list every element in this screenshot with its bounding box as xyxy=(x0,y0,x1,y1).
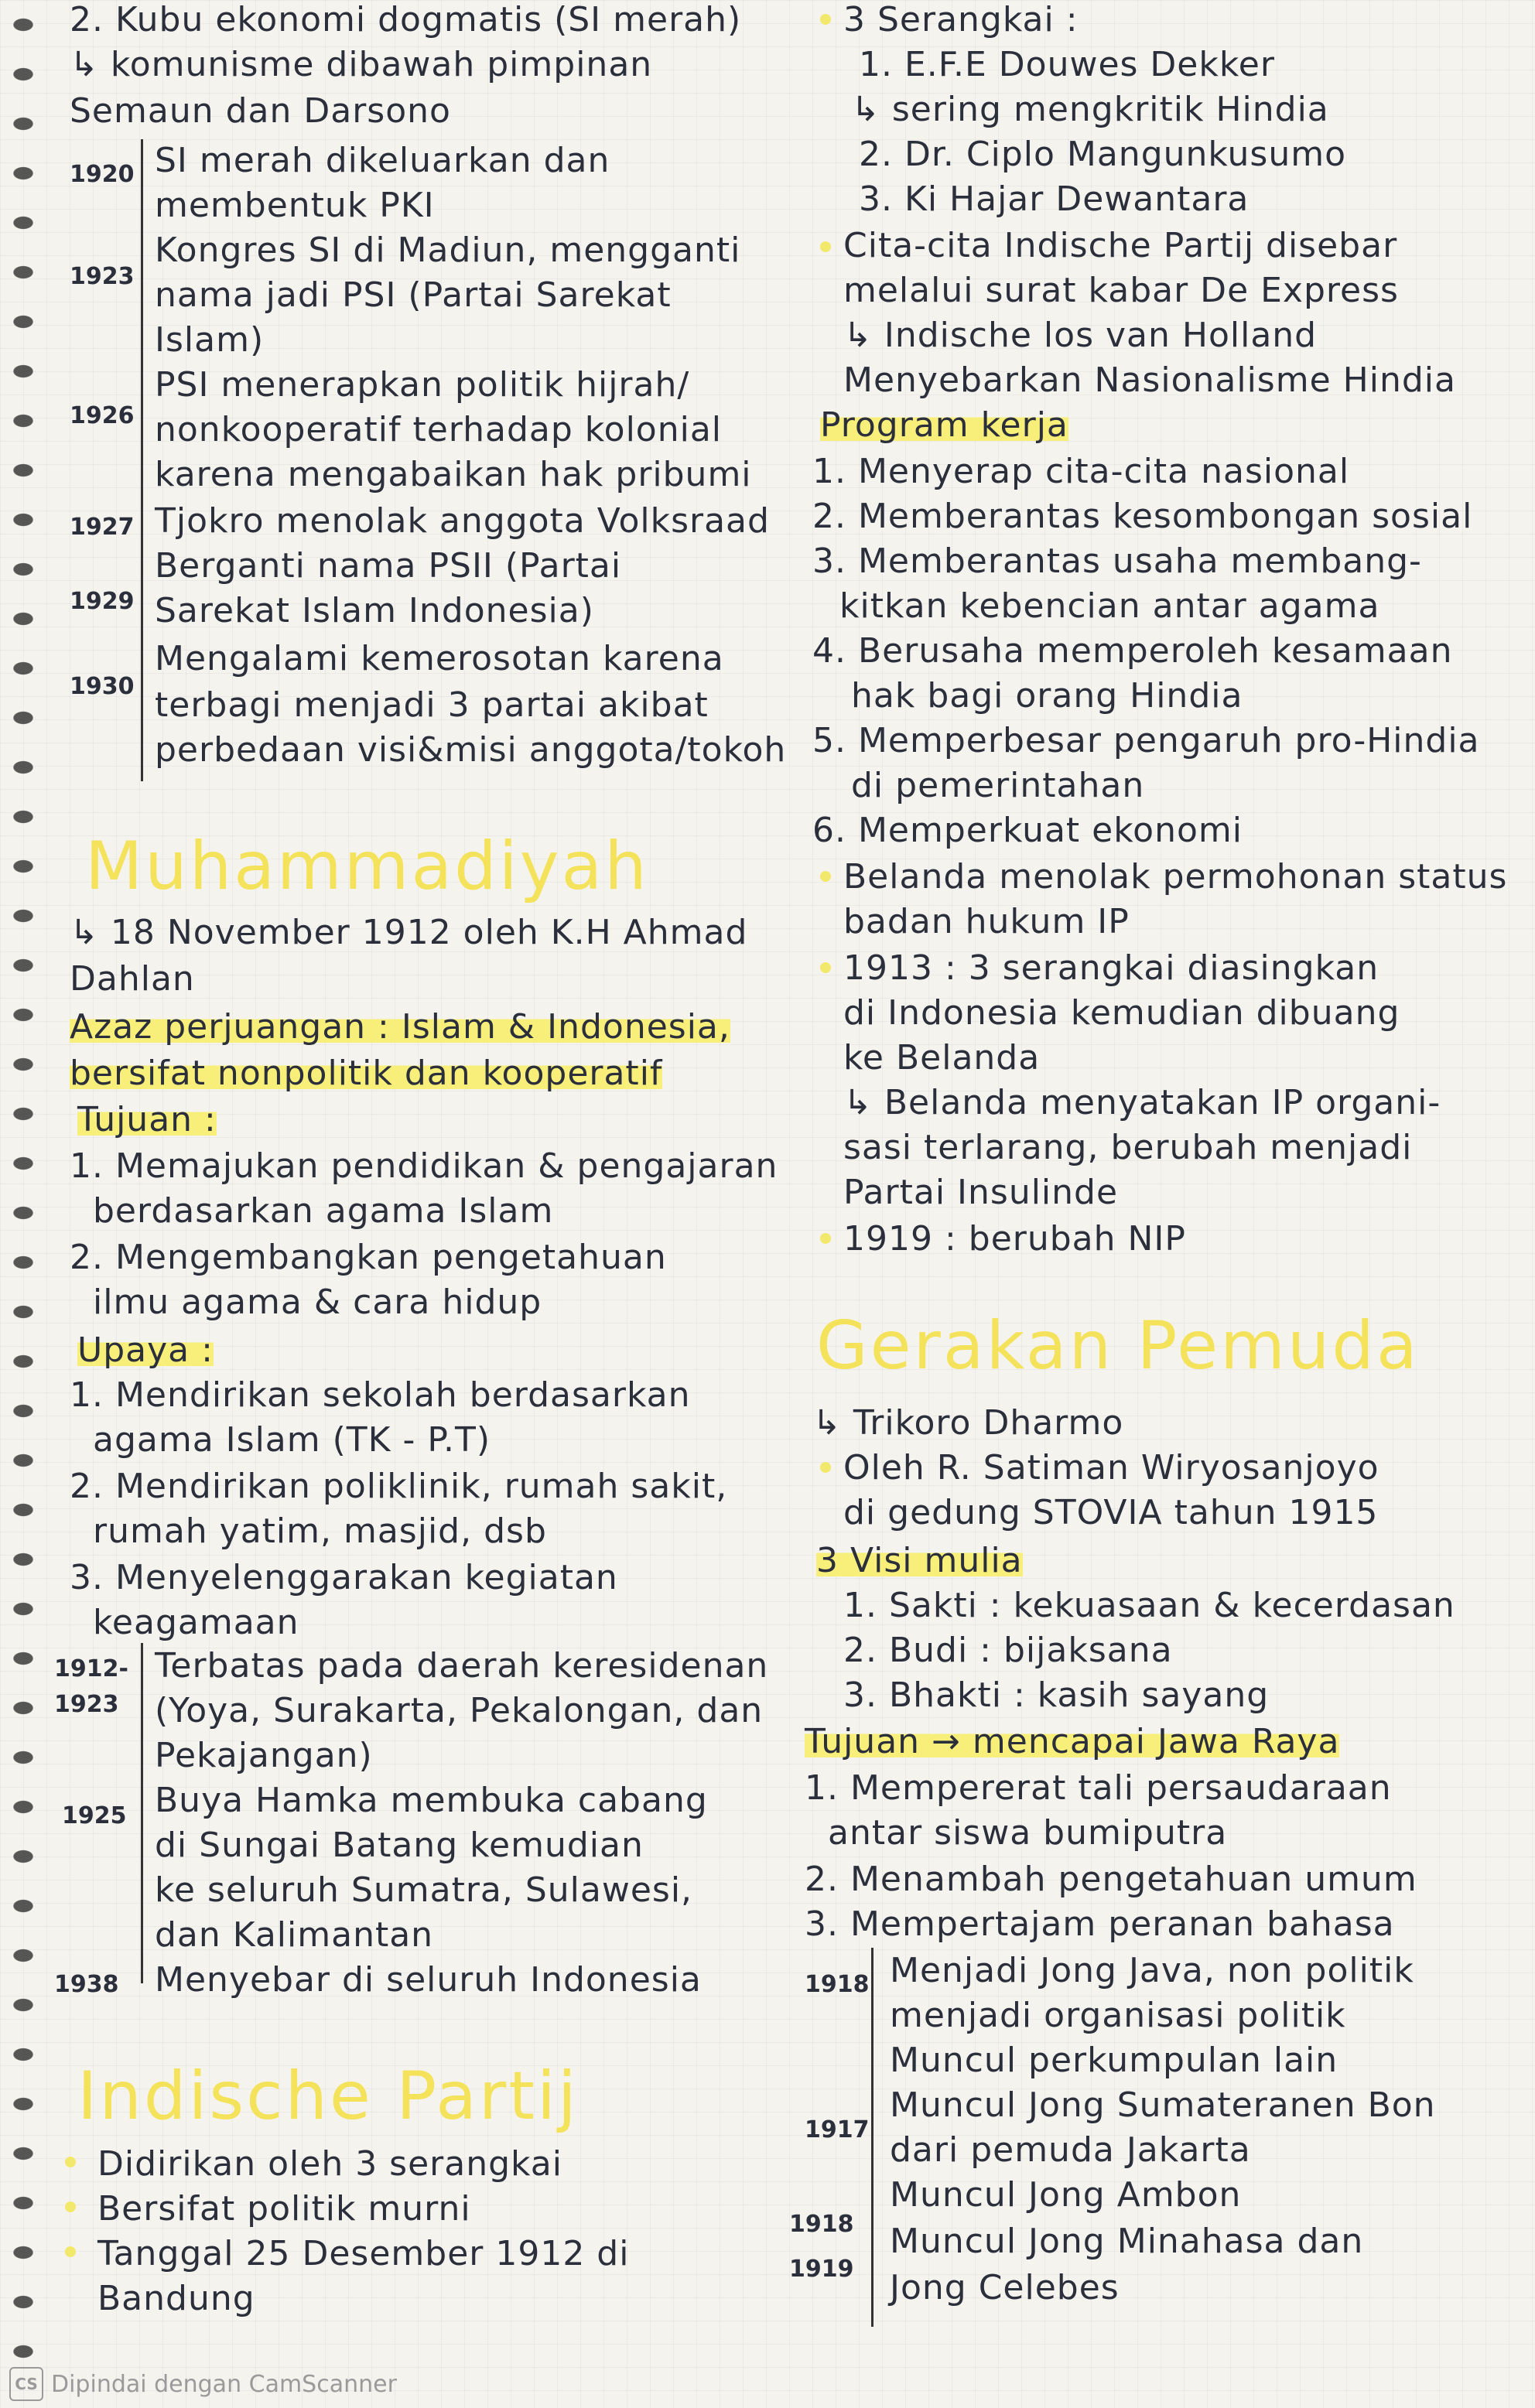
timeline-year: 1919 xyxy=(789,2256,854,2283)
text-line: Cita-cita Indische Partij disebar xyxy=(843,226,1398,265)
text-line: hak bagi orang Hindia xyxy=(851,676,1243,716)
text-line: 2. Memberantas kesombongan sosial xyxy=(812,497,1473,536)
text-line: 3. Bhakti : kasih sayang xyxy=(843,1675,1270,1715)
text-line: di pemerintahan xyxy=(851,766,1145,805)
timeline-text: Islam) xyxy=(155,320,265,360)
text-line xyxy=(820,405,1068,445)
timeline-year: 1917 xyxy=(805,2116,870,2143)
text-line: ↳ komunisme dibawah pimpinan xyxy=(70,45,653,84)
timeline-year: 1926 xyxy=(70,402,135,429)
text-line: Semaun dan Darsono xyxy=(70,91,451,131)
text-line: 2. Mengembangkan pengetahuan xyxy=(70,1238,667,1277)
text-line: 2. Budi : bijaksana xyxy=(843,1631,1173,1670)
timeline-text: dari pemuda Jakarta xyxy=(890,2130,1251,2170)
timeline-text: nama jadi PSI (Partai Sarekat xyxy=(155,275,672,315)
timeline-text: Terbatas pada daerah keresidenan xyxy=(155,1646,769,1686)
timeline-year: 1925 xyxy=(62,1802,127,1829)
timeline-text: membentuk PKI xyxy=(155,186,435,225)
timeline-year: 1923 xyxy=(54,1691,119,1718)
text-line: Bersifat politik murni xyxy=(97,2189,471,2229)
highlight: Tujuan → mencapai Jawa Raya xyxy=(805,1722,1340,1761)
timeline-year: 1918 xyxy=(805,1971,870,1998)
timeline-text: Sarekat Islam Indonesia) xyxy=(155,591,594,630)
text-line: Didirikan oleh 3 serangkai xyxy=(97,2144,562,2184)
timeline-text: Menyebar di seluruh Indonesia xyxy=(155,1960,702,2000)
timeline-text: Muncul Jong Sumateranen Bon xyxy=(890,2085,1436,2125)
text-line: Dahlan xyxy=(70,959,195,999)
text-line: 2. Kubu ekonomi dogmatis (SI merah) xyxy=(70,0,742,39)
text-line: ↳ 18 November 1912 oleh K.H Ahmad xyxy=(70,913,748,952)
text-line: 1. Memajukan pendidikan & pengajaran xyxy=(70,1146,778,1186)
timeline-year: 1929 xyxy=(70,588,135,615)
text-line: ↳ Trikoro Dharmo xyxy=(812,1403,1124,1443)
text-line: Partai Insulinde xyxy=(843,1173,1119,1212)
highlight: bersifat nonpolitik dan kooperatif xyxy=(70,1054,663,1093)
timeline-year: 1920 xyxy=(70,161,135,188)
text-line: Menyebarkan Nasionalisme Hindia xyxy=(843,360,1456,400)
timeline-rule xyxy=(871,1948,873,2327)
text-line: 2. Dr. Ciplo Mangunkusumo xyxy=(859,135,1346,174)
text-line xyxy=(70,1007,730,1047)
text-line: 3. Menyelenggarakan kegiatan xyxy=(70,1558,618,1597)
timeline-text: SI merah dikeluarkan dan xyxy=(155,141,610,180)
text-line: 6. Memperkuat ekonomi xyxy=(812,811,1243,850)
highlight: Program kerja xyxy=(820,405,1068,445)
bullet-dot xyxy=(820,1233,831,1244)
highlight: 3 Visi mulia xyxy=(816,1541,1023,1580)
text-line: sasi terlarang, berubah menjadi xyxy=(843,1128,1413,1167)
timeline-text: karena mengabaikan hak pribumi xyxy=(155,455,752,494)
text-line: 1. Mempererat tali persaudaraan xyxy=(805,1768,1392,1808)
timeline-text: nonkooperatif terhadap kolonial xyxy=(155,410,723,449)
timeline-text: PSI menerapkan politik hijrah/ xyxy=(155,365,690,405)
text-line: antar siswa bumiputra xyxy=(828,1813,1228,1853)
text-line xyxy=(77,1100,217,1139)
text-line: 3. Memberantas usaha membang- xyxy=(812,541,1422,581)
highlight: Tujuan : xyxy=(77,1100,217,1139)
text-line: 5. Memperbesar pengaruh pro-Hindia xyxy=(812,721,1480,760)
text-line: ↳ Indische los van Holland xyxy=(843,316,1318,355)
text-line: Bandung xyxy=(97,2279,255,2318)
text-line xyxy=(77,1330,214,1370)
bullet-dot xyxy=(820,871,831,882)
text-line: melalui surat kabar De Express xyxy=(843,271,1399,310)
text-line: 1. Mendirikan sekolah berdasarkan xyxy=(70,1375,691,1415)
bullet-dot xyxy=(65,2157,76,2167)
timeline-text: dan Kalimantan xyxy=(155,1915,434,1955)
timeline-text: Mengalami kemerosotan karena xyxy=(155,639,724,678)
spiral-binding xyxy=(0,0,46,2359)
text-line: 1913 : 3 serangkai diasingkan xyxy=(843,948,1379,988)
timeline-text: Berganti nama PSII (Partai xyxy=(155,546,622,586)
text-line: 3. Mempertajam peranan bahasa xyxy=(805,1904,1395,1944)
text-line: Belanda menolak permohonan status xyxy=(843,857,1508,897)
timeline-text: perbedaan visi&misi anggota/tokoh xyxy=(155,730,787,770)
text-line: 2. Mendirikan poliklinik, rumah sakit, xyxy=(70,1467,728,1506)
highlight: Upaya : xyxy=(77,1330,214,1370)
timeline-text: Muncul perkumpulan lain xyxy=(890,2041,1338,2080)
timeline-text: (Yoya, Surakarta, Pekalongan, dan xyxy=(155,1691,764,1730)
text-line: ilmu agama & cara hidup xyxy=(93,1283,542,1322)
timeline-year: 1930 xyxy=(70,673,135,700)
watermark-text: Dipindai dengan CamScanner xyxy=(51,2370,397,2398)
timeline-text: Pekajangan) xyxy=(155,1736,373,1775)
timeline-text: Kongres SI di Madiun, mengganti xyxy=(155,231,741,270)
text-line: 1. Sakti : kekuasaan & kecerdasan xyxy=(843,1586,1455,1625)
text-line: di gedung STOVIA tahun 1915 xyxy=(843,1493,1379,1532)
text-line: ke Belanda xyxy=(843,1038,1041,1078)
bullet-dot xyxy=(820,1462,831,1473)
heading-muhammadiyah: Muhammadiyah xyxy=(85,828,649,905)
text-line: Oleh R. Satiman Wiryosanjoyo xyxy=(843,1448,1379,1487)
text-line: 1919 : berubah NIP xyxy=(843,1219,1186,1259)
bullet-dot xyxy=(65,2246,76,2257)
timeline-text: Muncul Jong Ambon xyxy=(890,2175,1242,2215)
timeline-year: 1927 xyxy=(70,514,135,541)
timeline-text: Tjokro menolak anggota Volksraad xyxy=(155,501,770,541)
bullet-dot xyxy=(820,241,831,252)
timeline-year: 1923 xyxy=(70,263,135,290)
timeline-text: Buya Hamka membuka cabang xyxy=(155,1781,708,1820)
timeline-text: terbagi menjadi 3 partai akibat xyxy=(155,685,709,725)
bullet-dot xyxy=(820,962,831,973)
text-line: badan hukum IP xyxy=(843,902,1130,941)
text-line: di Indonesia kemudian dibuang xyxy=(843,993,1400,1033)
heading-gerakan-pemuda: Gerakan Pemuda xyxy=(816,1307,1420,1385)
heading-indische-partij: Indische Partij xyxy=(77,2058,579,2135)
text-line: 3. Ki Hajar Dewantara xyxy=(859,179,1250,219)
text-line: ↳ Belanda menyatakan IP organi- xyxy=(843,1083,1441,1122)
text-line: ↳ sering mengkritik Hindia xyxy=(851,90,1329,129)
timeline-rule xyxy=(141,1643,143,1983)
text-line: agama Islam (TK - P.T) xyxy=(93,1420,491,1460)
scanner-watermark xyxy=(9,2367,397,2401)
timeline-text: Jong Celebes xyxy=(890,2268,1120,2307)
bullet-dot xyxy=(820,14,831,25)
text-line: Tanggal 25 Desember 1912 di xyxy=(97,2234,630,2273)
timeline-rule xyxy=(141,139,143,781)
timeline-text: ke seluruh Sumatra, Sulawesi, xyxy=(155,1870,693,1910)
text-line xyxy=(816,1541,1023,1580)
text-line: 1. Menyerap cita-cita nasional xyxy=(812,452,1350,491)
text-line: 1. E.F.E Douwes Dekker xyxy=(859,45,1275,84)
text-line: 4. Berusaha memperoleh kesamaan xyxy=(812,631,1453,671)
text-line xyxy=(805,1722,1339,1761)
camscanner-logo-icon: CS xyxy=(9,2367,43,2401)
highlight: Azaz perjuangan : Islam & Indonesia, xyxy=(70,1007,730,1047)
timeline-year: 1912- xyxy=(54,1655,128,1682)
text-line: berdasarkan agama Islam xyxy=(93,1191,554,1231)
bullet-dot xyxy=(65,2201,76,2212)
text-line: kitkan kebencian antar agama xyxy=(839,586,1380,626)
timeline-year: 1918 xyxy=(789,2211,854,2238)
timeline-year: 1938 xyxy=(54,1971,119,1998)
text-line xyxy=(70,1054,662,1093)
text-line: 3 Serangkai : xyxy=(843,0,1079,39)
timeline-text: Menjadi Jong Java, non politik xyxy=(890,1951,1414,1990)
timeline-text: menjadi organisasi politik xyxy=(890,1996,1346,2035)
text-line: rumah yatim, masjid, dsb xyxy=(93,1511,547,1551)
text-line: 2. Menambah pengetahuan umum xyxy=(805,1860,1417,1899)
timeline-text: Muncul Jong Minahasa dan xyxy=(890,2222,1364,2261)
text-line: keagamaan xyxy=(93,1603,299,1642)
timeline-text: di Sungai Batang kemudian xyxy=(155,1826,644,1865)
